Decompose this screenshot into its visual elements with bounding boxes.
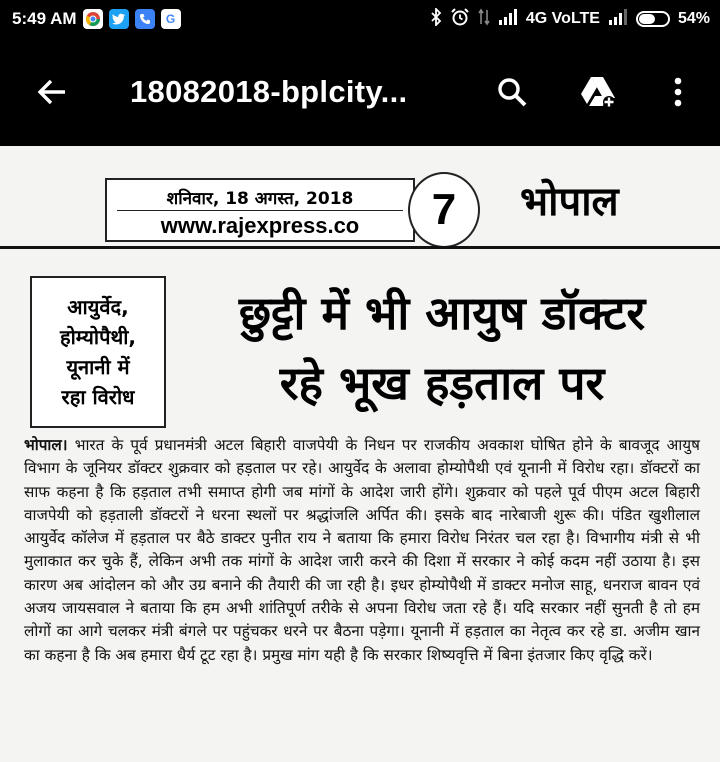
drive-add-icon[interactable] xyxy=(578,72,618,112)
newspaper-url: www.rajexpress.co xyxy=(160,213,360,238)
battery-percent: 54% xyxy=(677,10,710,27)
side-kicker-box xyxy=(30,276,166,428)
search-icon[interactable] xyxy=(492,72,532,112)
back-arrow-icon[interactable] xyxy=(34,74,70,110)
issue-date: शनिवार, 18 अगस्त, 2018 xyxy=(166,189,354,209)
masthead-box xyxy=(105,178,415,242)
google-icon: G xyxy=(161,9,181,29)
status-bar xyxy=(0,0,720,38)
kicker-line: होम्योपैथी, xyxy=(60,325,136,349)
chrome-icon xyxy=(83,9,103,29)
dateline: भोपाल। xyxy=(24,436,68,454)
twitter-icon xyxy=(109,9,129,29)
battery-icon xyxy=(636,11,670,27)
masthead-rule xyxy=(0,246,720,249)
article-text: भारत के पूर्व प्रधानमंत्री अटल बिहारी वाजपेयी के निधन पर राजकीय अवकाश घोषित होने के बावजूद आयुष विभाग के जूनियर डॉक्टर शुक्रवार को हड़ताल पर रहे। आयुर्वेद के अलावा होम्योपैथी एवं यूनानी में विरोध रहा। डॉक्टरों का साफ कहना है कि हड़ताल तभी समाप्त होगी जब मांगों के आदेश जारी होंगे। शुक्रवार को पहले पूर्व पीएम अटल बिहारी वाजपेयी को हड़ताली डॉक्टरों ने धरना स्थलों पर श्रद्धांजलि अर्पित की। इसके बाद नारेबाजी शुरू की। पंडित खुशीलाल आयुर्वेद कॉलेज में हड़ताल पर बैठे डाक्टर पुनीत राय ने बताया कि हमारा विरोध निरंतर चल रहा है। विभागीय मंत्री से भी मुलाकात कर चुके हैं, लेकिन अभी तक मांगों के आदेश जारी करने की दिशा में सरकार ने कोई कदम नहीं उठाया है। इस कारण अब आंदोलन को और उग्र बनाने की तैयारी की जा रही है। इधर होम्योपैथी में डाक्टर मनोज साहू, धनराज बावन एवं अजय जायसवाल ने बताया कि हम अभी शांतिपूर्ण तरीके से अपना विरोध जता रहे हैं। यदि सरकार नहीं सुनती है तो हम लोगों का आगे चलकर मंत्री बंगले पर पहुंचकर धरने पर बैठना पड़ेगा। यूनानी में हड़ताल का नेतृत्व कर रहे डा. अजीम खान का कहना है कि अब हमारा धैर्य टूट रहा है। प्रमुख मांग यही है कि सरकार शिष्यवृत्ति में बिना इंतजार किए वृद्धि करें। xyxy=(24,436,700,664)
signal-icon-2 xyxy=(608,9,628,30)
alarm-icon xyxy=(450,7,470,32)
signal-icon xyxy=(498,9,518,30)
article-body xyxy=(24,434,700,667)
kicker-line: यूनानी में xyxy=(66,355,130,379)
headline-line: छुट्टी में भी आयुष डॉक्टर xyxy=(238,286,646,340)
document-title: 18082018-bplcity... xyxy=(130,74,408,109)
kicker-line: रहा विरोध xyxy=(61,385,135,409)
overflow-menu-icon[interactable] xyxy=(658,72,698,112)
network-type: 4G VoLTE xyxy=(525,10,600,27)
phone-icon xyxy=(135,9,155,29)
kicker-line: आयुर्वेद, xyxy=(67,295,129,319)
city-section: भोपाल xyxy=(520,179,619,225)
masthead-divider xyxy=(117,210,403,211)
newspaper-page xyxy=(0,146,720,762)
headline-line: रहे भूख हड़ताल पर xyxy=(279,356,605,410)
app-bar xyxy=(0,38,720,146)
headline xyxy=(172,278,712,418)
page-number: 7 xyxy=(408,172,480,248)
data-arrows-icon xyxy=(478,8,490,31)
status-time: 5:49 AM xyxy=(12,9,77,28)
bluetooth-icon xyxy=(430,8,442,31)
